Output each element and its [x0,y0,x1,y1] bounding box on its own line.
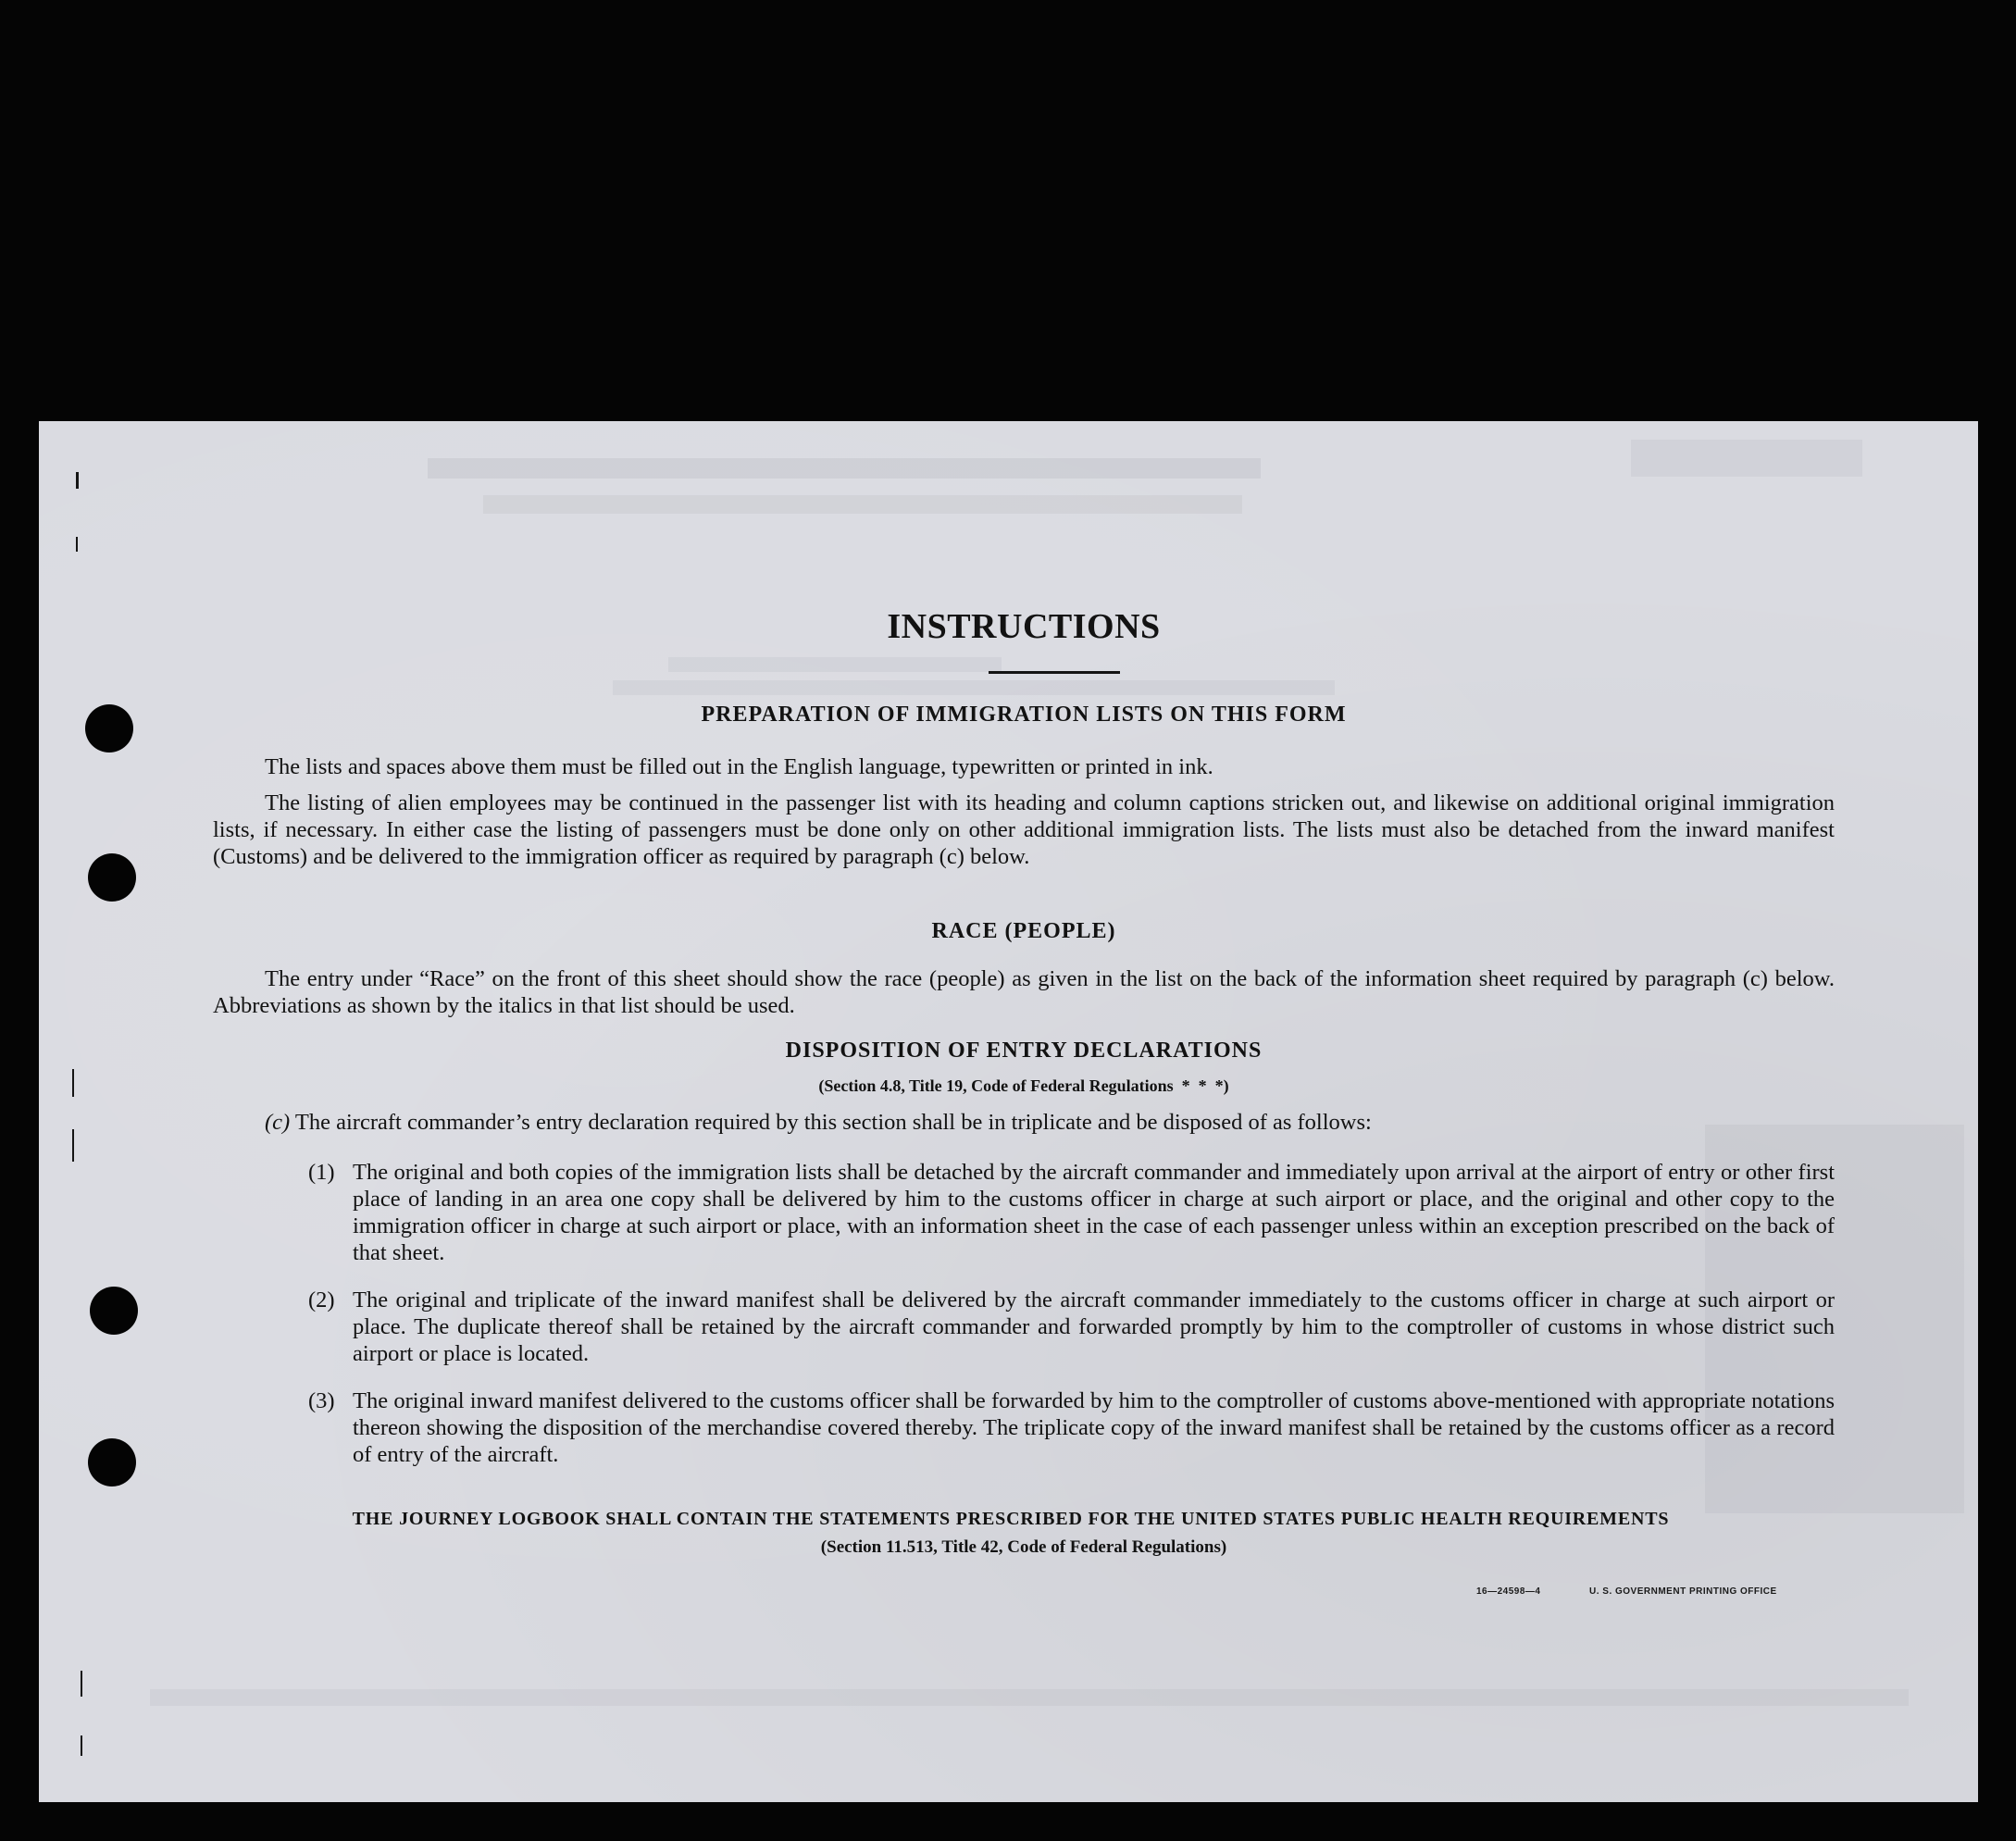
edge-mark [76,537,78,552]
item-number: (3) [308,1388,335,1413]
item-number: (1) [308,1160,335,1185]
item-text: The original and both copies of the immigration lists shall be detached by the aircraft commander and immediately upon arrival at the airport of entry or other first place of landing in an area one copy shall be delivered by him to the customs officer in charge at such airport or place, and the original and other copy to the immigration officer in charge at such airport or place, with an information sheet in the case of each passenger unless within an exception prescribed on the back of that sheet. [353,1160,1835,1265]
logbook-citation: (Section 11.513, Title 42, Code of Federal Regulations) [820,1537,1227,1557]
printer-imprint: U. S. GOVERNMENT PRINTING OFFICE [1589,1586,1777,1597]
edge-mark [81,1735,82,1756]
bleed-line [613,680,1335,695]
punch-hole [88,1438,136,1486]
disposition-item-3 [308,1387,1835,1468]
bleed-line [668,657,1002,672]
preparation-paragraph-1: The lists and spaces above them must be filled out in the English language, typewritten or printed in ink. [265,754,1213,779]
disposition-citation: (Section 4.8, Title 19, Code of Federal Regulations * * *) [818,1076,1229,1095]
form-number: 16—24598—4 [1476,1586,1541,1597]
disposition-item-2 [308,1287,1835,1367]
preparation-paragraph-2: The listing of alien employees may be continued in the passenger list with its heading and column captions stricken out, and likewise on additional original immigration lists, if necessary. In either case the listing of passengers must be done only on other additional immigration lists. The lists must also be detached from the inward manifest (Customs) and be delivered to the immigration officer as required by paragraph (c) below. [213,790,1835,869]
disposition-heading: DISPOSITION OF ENTRY DECLARATIONS [785,1039,1263,1063]
bleed-line [1631,440,1862,477]
edge-mark [76,472,79,489]
title-underline [989,671,1120,674]
race-heading: RACE (PEOPLE) [931,919,1116,943]
item-number: (2) [308,1287,335,1312]
bleed-line [428,458,1261,479]
item-text: The original inward manifest delivered to the customs officer shall be forwarded by him to the comptroller of customs above-mentioned with appropriate notations thereon showing the disposition of the merchandise covered thereby. The triplicate copy of the inward manifest shall be retained by the customs officer as a record of entry of the aircraft. [353,1388,1835,1467]
page-title: INSTRUCTIONS [887,607,1161,646]
race-paragraph: The entry under “Race” on the front of this sheet should show the race (people) as given in the list on the back of the information sheet required by paragraph (c) below. Abbreviations as shown by the italics in that list should be used. [213,966,1835,1018]
logbook-statement: THE JOURNEY LOGBOOK SHALL CONTAIN THE STATEMENTS PRESCRIBED FOR THE UNITED STATES PUBLIC HEALTH REQUIREMENTS [352,1509,1670,1529]
punch-hole [90,1287,138,1335]
edge-mark [72,1129,74,1162]
preparation-heading: PREPARATION OF IMMIGRATION LISTS ON THIS FORM [701,703,1347,727]
bleed-line [483,495,1242,514]
disposition-intro-label: (c) [265,1110,291,1135]
bleed-line [150,1689,1909,1706]
disposition-intro-text: The aircraft commander’s entry declaration required by this section shall be in triplicate and be disposed of as follows: [294,1110,1372,1135]
punch-hole [88,853,136,902]
edge-mark [72,1069,74,1097]
disposition-item-1 [308,1159,1835,1266]
edge-mark [81,1671,82,1697]
punch-hole [85,704,133,753]
item-text: The original and triplicate of the inward manifest shall be delivered by the aircraft commander immediately to the customs officer in charge at such airport or place. The duplicate thereof shall be retained by the aircraft commander and forwarded promptly by him to the comptroller of customs in whose district such airport or place is located. [353,1287,1835,1366]
document-sheet [39,421,1978,1802]
disposition-intro [265,1109,1835,1136]
